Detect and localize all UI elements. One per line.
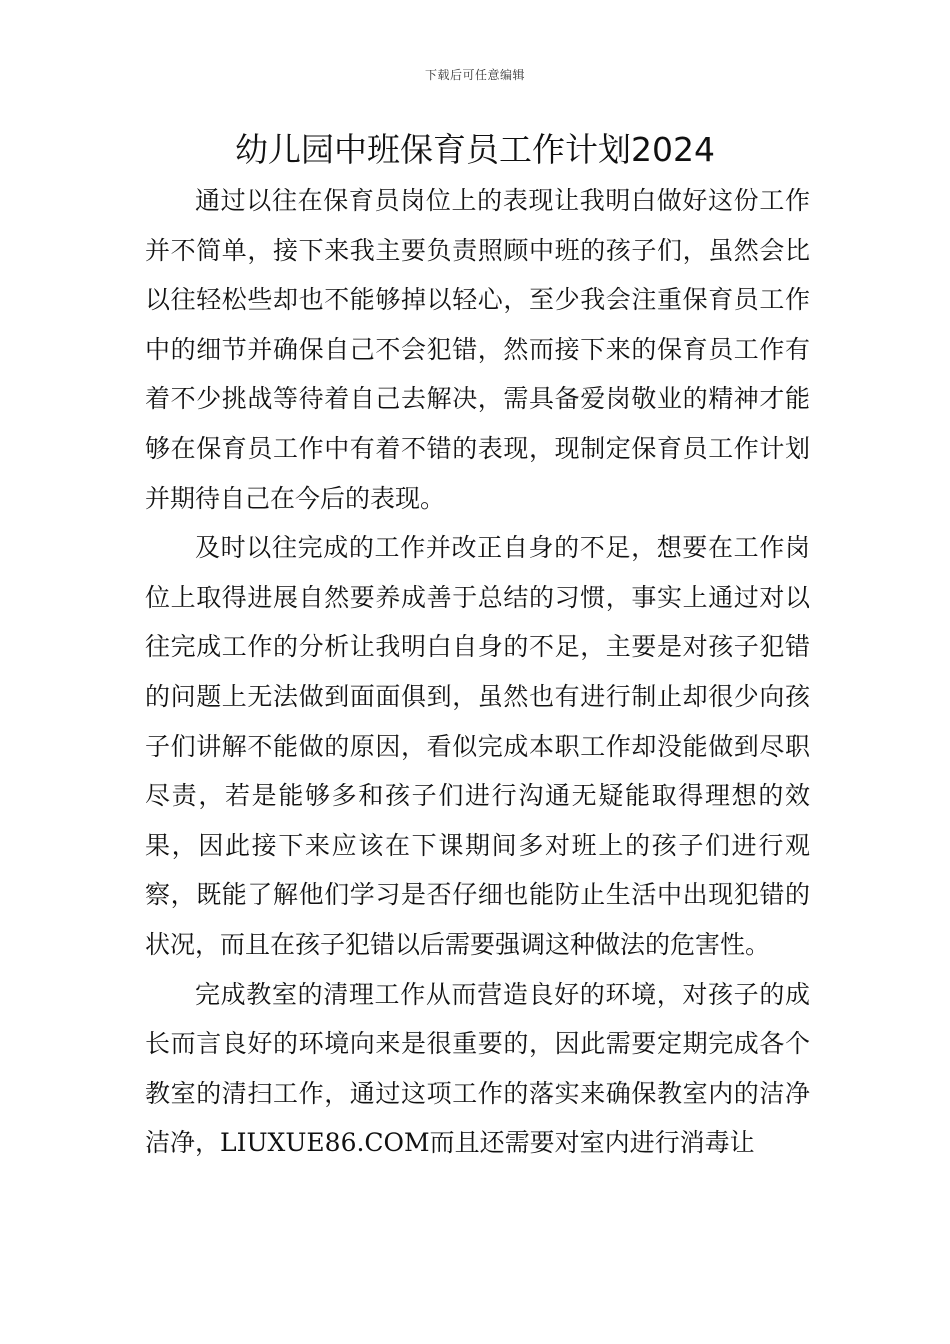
- document-body: [145, 176, 810, 1168]
- paragraph-3: 完成教室的清理工作从而营造良好的环境，对孩子的成长而言良好的环境向来是很重要的，因此需要定期完成各个教室的清扫工作，通过这项工作的落实来确保教室内的洁净洁净，LIUXUE86.COM而且还需要对室内进行消毒让: [145, 979, 810, 1158]
- paragraph-2: 及时以往完成的工作并改正自身的不足，想要在工作岗位上取得进展自然要养成善于总结的习惯，事实上通过对以往完成工作的分析让我明白自身的不足，主要是对孩子犯错的问题上无法做到面面俱到，虽然也有进行制止却很少向孩子们讲解不能做的原因，看似完成本职工作却没能做到尽职尽责，若是能够多和孩子们进行沟通无疑能取得理想的效果，因此接下来应该在下课期间多对班上的孩子们进行观察，既能了解他们学习是否仔细也能防止生活中出现犯错的状况，而且在孩子犯错以后需要强调这种做法的危害性。: [145, 533, 810, 959]
- header-note: 下载后可任意编辑: [424, 68, 525, 82]
- document-title: 幼儿园中班保育员工作计划2024: [235, 130, 715, 169]
- paragraph-1: 通过以往在保育员岗位上的表现让我明白做好这份工作并不简单，接下来我主要负责照顾中班的孩子们，虽然会比以往轻松些却也不能够掉以轻心，至少我会注重保育员工作中的细节并确保自己不会犯错，然而接下来的保育员工作有着不少挑战等待着自己去解决，需具备爱岗敬业的精神才能够在保育员工作中有着不错的表现，现制定保育员工作计划并期待自己在今后的表现。: [145, 186, 810, 513]
